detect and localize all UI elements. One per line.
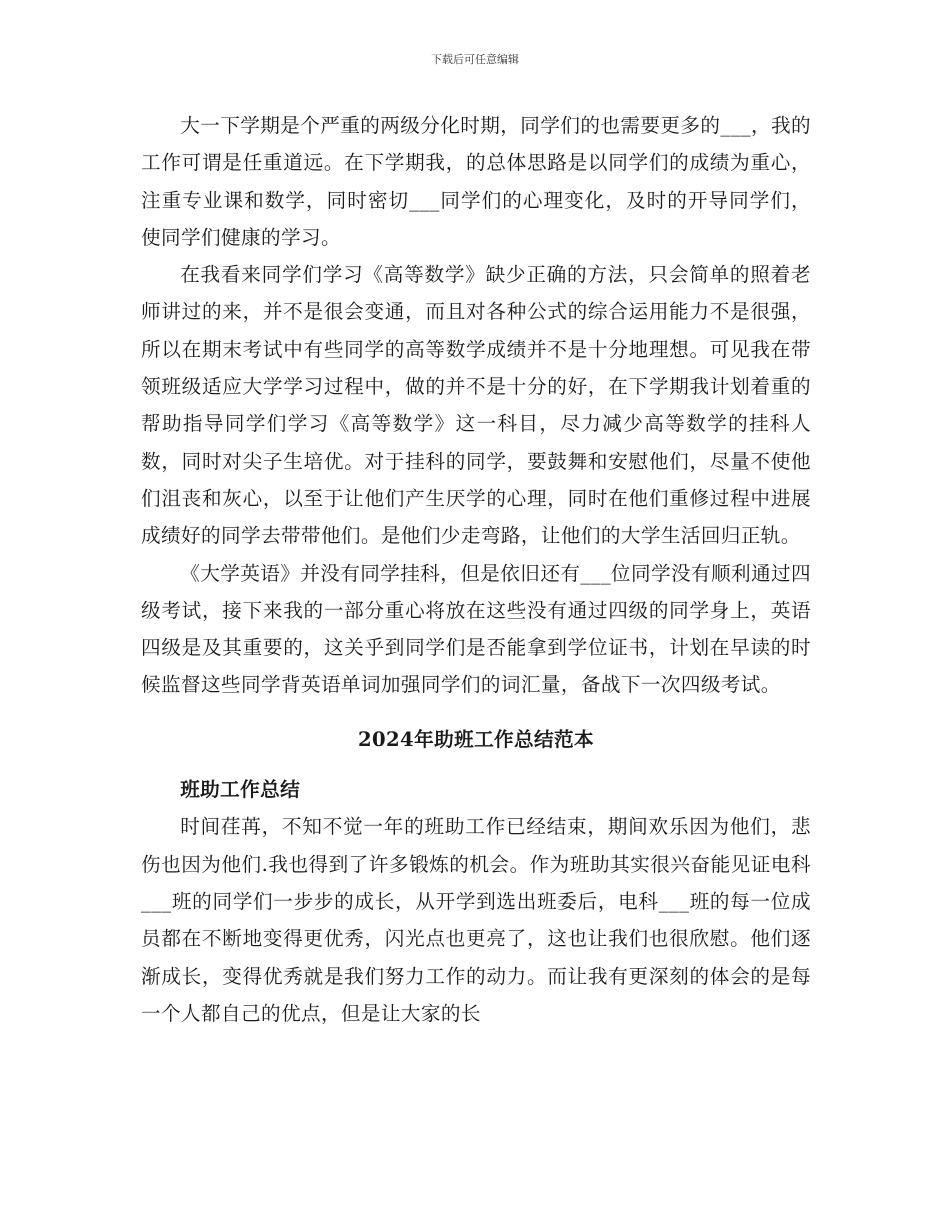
section-subheading: 班助工作总结: [180, 778, 301, 802]
section-title: 2024年助班工作总结范本: [357, 727, 595, 751]
page-header: 下载后可任意编辑: [431, 53, 519, 66]
document-body: [141, 107, 811, 1032]
section-paragraph: 时间荏苒，不知不觉一年的班助工作已经结束，期间欢乐因为他们，悲伤也因为他们.我也得到了许多锻炼的机会。作为班助其实很兴奋能见证电科___班的同学们一步步的成长，从开学到选出班委后，电科___班的每一位成员都在不断地变得更优秀，闪光点也更亮了，这也让我们也很欣慰。他们逐渐成长，变得优秀就是我们努力工作的动力。而让我有更深刻的体会的是每一个人都自己的优点，但是让大家的长: [141, 815, 811, 1025]
body-paragraph-2: 在我看来同学们学习《高等数学》缺少正确的方法，只会简单的照着老师讲过的来，并不是很会变通，而且对各种公式的综合运用能力不是很强，所以在期末考试中有些同学的高等数学成绩并不是十分地理想。可见我在带领班级适应大学学习过程中，做的并不是十分的好，在下学期我计划着重的帮助指导同学们学习《高等数学》这一科目，尽力减少高等数学的挂科人数，同时对尖子生培优。对于挂科的同学，要鼓舞和安慰他们，尽量不使他们沮丧和灰心，以至于让他们产生厌学的心理，同时在他们重修过程中进展成绩好的同学去带带他们。是他们少走弯路，让他们的大学生活回归正轨。: [141, 263, 811, 548]
body-paragraph-1: 大一下学期是个严重的两级分化时期，同学们的也需要更多的___，我的工作可谓是任重道远。在下学期我，的总体思路是以同学们的成绩为重心，注重专业课和数学，同时密切___同学们的心理变化，及时的开导同学们，使同学们健康的学习。: [141, 114, 811, 249]
body-paragraph-3: 《大学英语》并没有同学挂科，但是依旧还有___位同学没有顺利通过四级考试，接下来我的一部分重心将放在这些没有通过四级的同学身上，英语四级是及其重要的，这关乎到同学们是否能拿到学位证书，计划在早读的时候监督这些同学背英语单词加强同学们的词汇量，备战下一次四级考试。: [141, 561, 811, 697]
